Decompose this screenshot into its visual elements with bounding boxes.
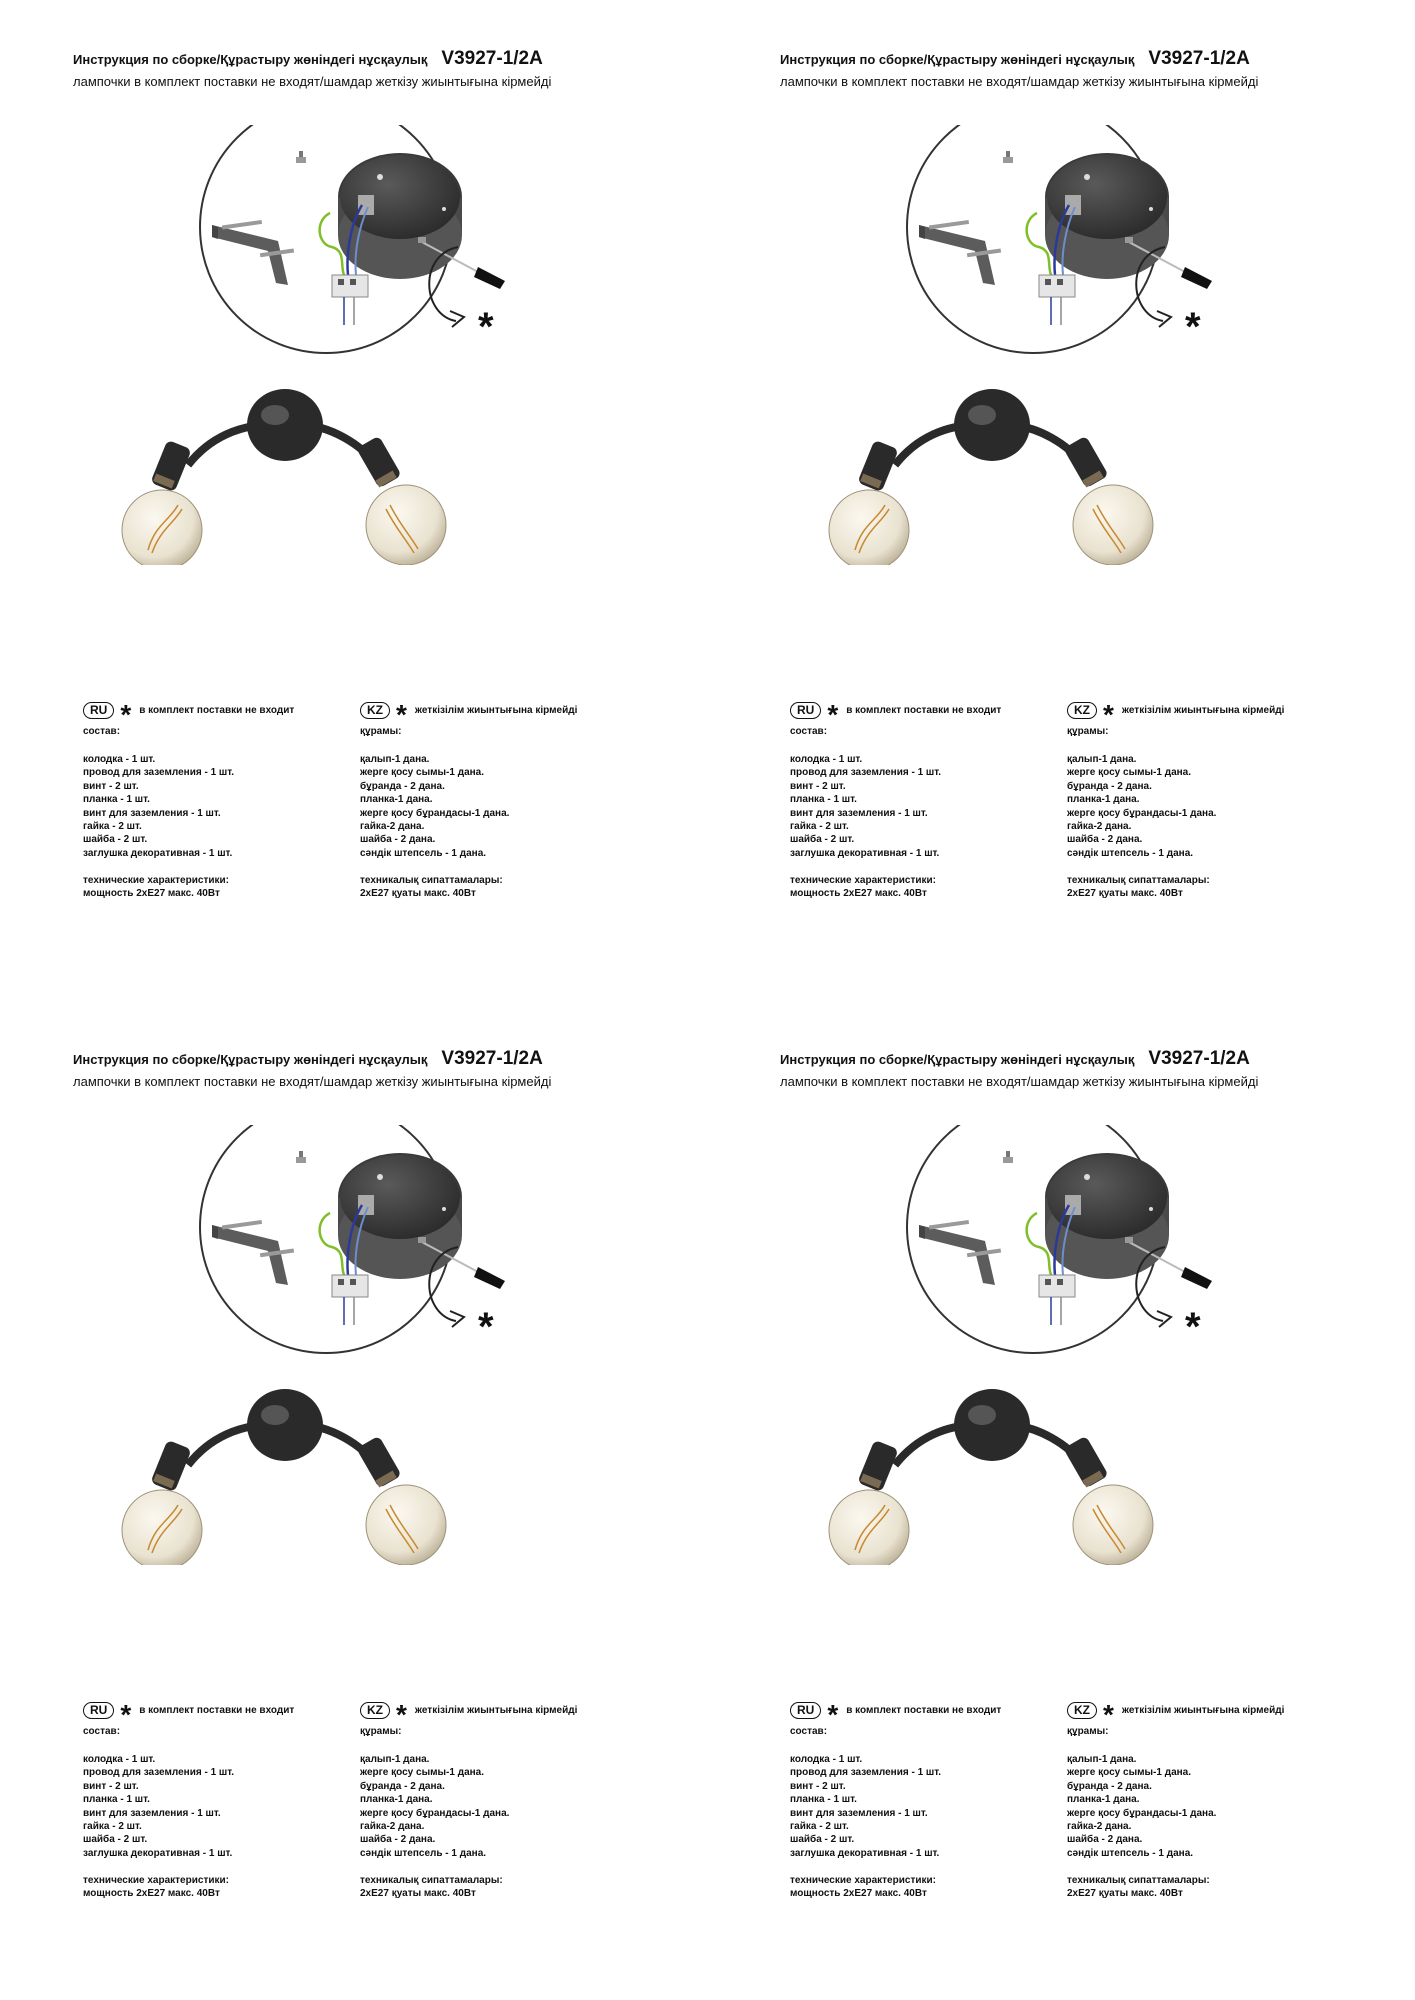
ru-contents-heading: состав: (83, 726, 121, 737)
list-item: винт для заземления - 1 шт. (790, 807, 928, 819)
ru-spec-heading: технические характеристики: (83, 875, 229, 887)
list-item: бұранда - 2 дана. (1067, 780, 1152, 792)
mounting-detail-circle (907, 1125, 1212, 1353)
right-bulb (366, 485, 446, 565)
right-socket (1063, 1436, 1109, 1489)
not-included-marker: * (478, 1305, 494, 1349)
list-item: гайка - 2 шт. (790, 820, 849, 832)
asterisk-icon: * (1103, 699, 1114, 730)
ru-language-badge: RU (83, 1702, 114, 1719)
ru-language-badge: RU (83, 702, 114, 719)
kz-contents-block (360, 1700, 640, 1901)
mounting-detail-circle (200, 1125, 505, 1353)
ru-spec-heading: технические характеристики: (790, 875, 936, 887)
assembly-illustration (807, 1125, 1367, 1565)
instruction-panel (707, 1000, 1414, 2000)
ru-parts-list (83, 754, 363, 861)
list-item: планка - 1 шт. (83, 1794, 150, 1806)
left-bulb (122, 490, 202, 565)
bulbs-not-included-note: лампочки в комплект поставки не входят/шамдар жеткізу жиынтығына кірмейді (780, 1074, 1259, 1089)
list-item: жерге қосу сымы-1 дана. (1067, 1767, 1192, 1779)
list-item: сәндік штепсель - 1 дана. (360, 847, 487, 859)
ru-not-included-note: в комплект поставки не входит (846, 704, 1002, 716)
kz-contents-heading: құрамы: (360, 726, 402, 737)
list-item: шайба - 2 дана. (360, 834, 436, 846)
ru-not-included-note: в комплект поставки не входит (139, 1704, 295, 1716)
list-item: планка-1 дана. (1067, 1794, 1140, 1806)
list-item: жерге қосу бұрандасы-1 дана. (1067, 1807, 1217, 1819)
panel-header (780, 1048, 1340, 1089)
list-item: винт - 2 шт. (790, 1780, 846, 1792)
list-item: шайба - 2 шт. (83, 1834, 148, 1846)
list-item: гайка-2 дана. (1067, 820, 1132, 832)
list-item: провод для заземления - 1 шт. (790, 1767, 942, 1779)
not-included-marker: * (478, 305, 494, 349)
list-item: шайба - 2 дана. (1067, 1834, 1143, 1846)
list-item: жерге қосу сымы-1 дана. (1067, 767, 1192, 779)
list-item: қалып-1 дана. (1067, 754, 1137, 765)
kz-not-included-note: жеткізілім жиынтығына кірмейді (414, 1704, 578, 1716)
wall-lamp-illustration (829, 1389, 1153, 1565)
instruction-panel (0, 1000, 707, 2000)
ru-contents-block (790, 700, 1070, 901)
kz-spec-heading: техникалық сипаттамалары: (360, 1875, 503, 1887)
assembly-illustration (100, 125, 660, 565)
list-item: планка-1 дана. (360, 794, 433, 806)
kz-spec-value: 2хЕ27 қуаты макс. 40Вт (360, 1888, 476, 1900)
model-number: V3927-1/2A (441, 1048, 543, 1069)
panel-header (780, 48, 1340, 89)
right-bulb (1073, 1485, 1153, 1565)
list-item: винт - 2 шт. (83, 1780, 139, 1792)
list-item: шайба - 2 дана. (360, 1834, 436, 1846)
ru-contents-heading: состав: (790, 1726, 828, 1737)
list-item: заглушка декоративная - 1 шт. (83, 847, 233, 859)
list-item: планка - 1 шт. (790, 794, 857, 806)
list-item: заглушка декоративная - 1 шт. (83, 1847, 233, 1859)
kz-parts-list (360, 754, 640, 861)
kz-not-included-note: жеткізілім жиынтығына кірмейді (1121, 704, 1285, 716)
ru-spec-value: мощность 2хЕ27 макс. 40Вт (790, 888, 927, 900)
list-item: винт для заземления - 1 шт. (83, 807, 221, 819)
right-socket (356, 436, 402, 489)
right-bulb (366, 1485, 446, 1565)
kz-contents-heading: құрамы: (1067, 726, 1109, 737)
ru-language-badge: RU (790, 702, 821, 719)
asterisk-icon: * (827, 1699, 839, 1730)
instruction-title: Инструкция по сборке/Құрастыру жөніндегі нұсқаулық (73, 1052, 428, 1067)
instruction-title: Инструкция по сборке/Құрастыру жөніндегі нұсқаулық (780, 1052, 1135, 1067)
model-number: V3927-1/2A (1148, 48, 1250, 69)
list-item: провод для заземления - 1 шт. (83, 767, 235, 779)
bulbs-not-included-note: лампочки в комплект поставки не входят/шамдар жеткізу жиынтығына кірмейді (780, 74, 1259, 89)
list-item: винт для заземления - 1 шт. (83, 1807, 221, 1819)
list-item: шайба - 2 шт. (790, 1834, 855, 1846)
kz-language-badge: KZ (1067, 1702, 1097, 1719)
mounting-detail-circle (907, 125, 1212, 353)
kz-contents-block (1067, 1700, 1347, 1901)
ru-spec-heading: технические характеристики: (790, 1875, 936, 1887)
list-item: колодка - 1 шт. (790, 754, 863, 765)
ru-contents-block (83, 1700, 363, 1901)
list-item: жерге қосу бұрандасы-1 дана. (360, 1807, 510, 1819)
list-item: планка - 1 шт. (790, 1794, 857, 1806)
list-item: планка-1 дана. (1067, 794, 1140, 806)
kz-spec-value: 2хЕ27 қуаты макс. 40Вт (1067, 1888, 1183, 1900)
list-item: винт - 2 шт. (83, 780, 139, 792)
list-item: гайка-2 дана. (360, 820, 425, 832)
list-item: заглушка декоративная - 1 шт. (790, 847, 940, 859)
bulbs-not-included-note: лампочки в комплект поставки не входят/шамдар жеткізу жиынтығына кірмейді (73, 74, 552, 89)
kz-contents-block (360, 700, 640, 901)
kz-parts-list (1067, 754, 1347, 861)
kz-not-included-note: жеткізілім жиынтығына кірмейді (1121, 1704, 1285, 1716)
list-item: шайба - 2 дана. (1067, 834, 1143, 846)
asterisk-icon: * (396, 699, 407, 730)
list-item: провод для заземления - 1 шт. (83, 1767, 235, 1779)
instruction-panel (0, 0, 707, 1000)
asterisk-icon: * (396, 1699, 407, 1730)
assembly-illustration (807, 125, 1367, 565)
list-item: колодка - 1 шт. (83, 1754, 156, 1765)
list-item: винт для заземления - 1 шт. (790, 1807, 928, 1819)
list-item: бұранда - 2 дана. (1067, 1780, 1152, 1792)
wall-lamp-illustration (122, 389, 446, 565)
canopy (247, 1389, 323, 1461)
list-item: жерге қосу сымы-1 дана. (360, 767, 485, 779)
ru-spec-value: мощность 2хЕ27 макс. 40Вт (790, 1888, 927, 1900)
left-socket (857, 1440, 898, 1492)
list-item: жерге қосу бұрандасы-1 дана. (360, 807, 510, 819)
ru-contents-block (83, 700, 363, 901)
panel-header (73, 1048, 633, 1089)
ru-spec-heading: технические характеристики: (83, 1875, 229, 1887)
ru-parts-list (790, 754, 1070, 861)
model-number: V3927-1/2A (1148, 1048, 1250, 1069)
left-socket (857, 440, 898, 492)
canopy (247, 389, 323, 461)
bulbs-not-included-note: лампочки в комплект поставки не входят/шамдар жеткізу жиынтығына кірмейді (73, 1074, 552, 1089)
asterisk-icon: * (120, 1699, 132, 1730)
wall-lamp-illustration (829, 389, 1153, 565)
asterisk-icon: * (827, 699, 839, 730)
mounting-detail-circle (200, 125, 505, 353)
list-item: қалып-1 дана. (360, 754, 430, 765)
ru-contents-heading: состав: (790, 726, 828, 737)
list-item: жерге қосу бұрандасы-1 дана. (1067, 807, 1217, 819)
kz-parts-list (360, 1754, 640, 1861)
kz-spec-heading: техникалық сипаттамалары: (360, 875, 503, 887)
ru-parts-list (790, 1754, 1070, 1861)
ru-not-included-note: в комплект поставки не входит (139, 704, 295, 716)
list-item: сәндік штепсель - 1 дана. (1067, 1847, 1194, 1859)
left-socket (150, 440, 191, 492)
list-item: провод для заземления - 1 шт. (790, 767, 942, 779)
wall-lamp-illustration (122, 1389, 446, 1565)
ru-language-badge: RU (790, 1702, 821, 1719)
kz-not-included-note: жеткізілім жиынтығына кірмейді (414, 704, 578, 716)
ru-spec-value: мощность 2хЕ27 макс. 40Вт (83, 888, 220, 900)
instruction-title: Инструкция по сборке/Құрастыру жөніндегі нұсқаулық (780, 52, 1135, 67)
list-item: колодка - 1 шт. (83, 754, 156, 765)
assembly-illustration (100, 1125, 660, 1565)
list-item: сәндік штепсель - 1 дана. (1067, 847, 1194, 859)
ru-not-included-note: в комплект поставки не входит (846, 1704, 1002, 1716)
kz-contents-heading: құрамы: (1067, 1726, 1109, 1737)
list-item: планка-1 дана. (360, 1794, 433, 1806)
list-item: гайка - 2 шт. (83, 820, 142, 832)
left-socket (150, 1440, 191, 1492)
list-item: гайка - 2 шт. (83, 1820, 142, 1832)
ru-contents-block (790, 1700, 1070, 1901)
list-item: сәндік штепсель - 1 дана. (360, 1847, 487, 1859)
list-item: планка - 1 шт. (83, 794, 150, 806)
not-included-marker: * (1185, 305, 1201, 349)
canopy (954, 1389, 1030, 1461)
model-number: V3927-1/2A (441, 48, 543, 69)
not-included-marker: * (1185, 1305, 1201, 1349)
list-item: жерге қосу сымы-1 дана. (360, 1767, 485, 1779)
list-item: шайба - 2 шт. (83, 834, 148, 846)
kz-parts-list (1067, 1754, 1347, 1861)
kz-language-badge: KZ (360, 702, 390, 719)
list-item: гайка - 2 шт. (790, 1820, 849, 1832)
list-item: заглушка декоративная - 1 шт. (790, 1847, 940, 1859)
right-socket (356, 1436, 402, 1489)
ru-parts-list (83, 1754, 363, 1861)
kz-contents-heading: құрамы: (360, 1726, 402, 1737)
list-item: винт - 2 шт. (790, 780, 846, 792)
ru-contents-heading: состав: (83, 1726, 121, 1737)
kz-language-badge: KZ (1067, 702, 1097, 719)
list-item: гайка-2 дана. (360, 1820, 425, 1832)
kz-contents-block (1067, 700, 1347, 901)
kz-spec-value: 2хЕ27 қуаты макс. 40Вт (360, 888, 476, 900)
ru-spec-value: мощность 2хЕ27 макс. 40Вт (83, 1888, 220, 1900)
right-bulb (1073, 485, 1153, 565)
list-item: қалып-1 дана. (360, 1754, 430, 1765)
left-bulb (122, 1490, 202, 1565)
list-item: бұранда - 2 дана. (360, 780, 445, 792)
instruction-title: Инструкция по сборке/Құрастыру жөніндегі нұсқаулық (73, 52, 428, 67)
kz-language-badge: KZ (360, 1702, 390, 1719)
asterisk-icon: * (120, 699, 132, 730)
list-item: қалып-1 дана. (1067, 1754, 1137, 1765)
list-item: колодка - 1 шт. (790, 1754, 863, 1765)
left-bulb (829, 490, 909, 565)
right-socket (1063, 436, 1109, 489)
list-item: шайба - 2 шт. (790, 834, 855, 846)
list-item: гайка-2 дана. (1067, 1820, 1132, 1832)
kz-spec-heading: техникалық сипаттамалары: (1067, 1875, 1210, 1887)
instruction-panel (707, 0, 1414, 1000)
kz-spec-heading: техникалық сипаттамалары: (1067, 875, 1210, 887)
list-item: бұранда - 2 дана. (360, 1780, 445, 1792)
asterisk-icon: * (1103, 1699, 1114, 1730)
kz-spec-value: 2хЕ27 қуаты макс. 40Вт (1067, 888, 1183, 900)
canopy (954, 389, 1030, 461)
panel-header (73, 48, 633, 89)
left-bulb (829, 1490, 909, 1565)
